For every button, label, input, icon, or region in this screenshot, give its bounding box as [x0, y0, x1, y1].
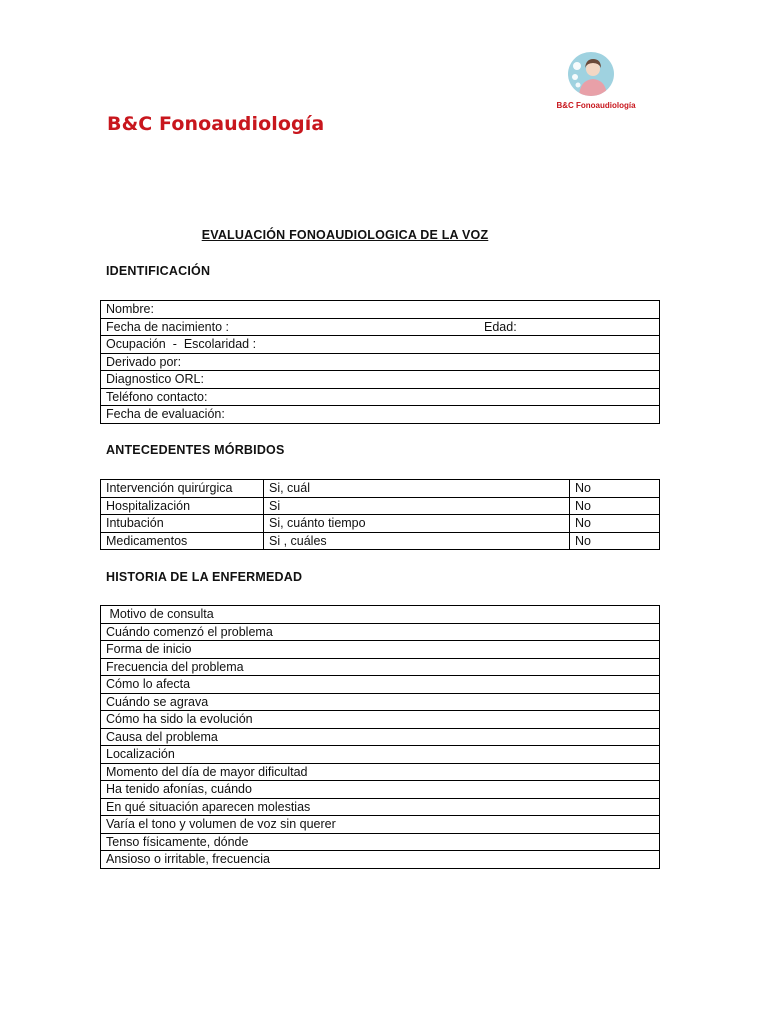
identificacion-heading: IDENTIFICACIÓN [106, 264, 211, 278]
cell-no[interactable]: No [570, 497, 660, 515]
field-label: Teléfono contacto: [106, 389, 208, 404]
brand-logo [550, 48, 642, 128]
person-with-speech-bubbles-icon [568, 52, 614, 96]
field-ansioso[interactable]: Ansioso o irritable, frecuencia [101, 851, 660, 869]
cell-no[interactable]: No [570, 480, 660, 498]
table-row [101, 353, 660, 371]
identificacion-table [100, 300, 660, 424]
table-row [101, 406, 660, 424]
field-forma-inicio[interactable]: Forma de inicio [101, 641, 660, 659]
field-tenso[interactable]: Tenso físicamente, dónde [101, 833, 660, 851]
cell-si[interactable]: Si [264, 497, 570, 515]
brand-title: B&C Fonoaudiología [107, 113, 325, 135]
field-label: Ocupación - Escolaridad : [106, 337, 257, 351]
field-fecha-nacimiento[interactable] [101, 318, 660, 336]
table-row [101, 851, 660, 869]
table-row [101, 497, 660, 515]
field-localizacion[interactable]: Localización [101, 746, 660, 764]
field-frecuencia[interactable]: Frecuencia del problema [101, 658, 660, 676]
table-row [101, 728, 660, 746]
document-title: EVALUACIÓN FONOAUDIOLOGICA DE LA VOZ [201, 228, 489, 242]
field-edad-label: Edad: [484, 319, 517, 334]
table-row [101, 833, 660, 851]
table-row [101, 781, 660, 799]
field-situacion-molestias[interactable]: En qué situación aparecen molestias [101, 798, 660, 816]
field-diagnostico-orl[interactable] [101, 371, 660, 389]
cell-item: Medicamentos [101, 532, 264, 550]
table-row [101, 676, 660, 694]
antecedentes-heading: ANTECEDENTES MÓRBIDOS [106, 443, 285, 457]
table-row [101, 763, 660, 781]
historia-heading: HISTORIA DE LA ENFERMEDAD [106, 570, 303, 584]
table-row [101, 301, 660, 319]
table-row [101, 746, 660, 764]
cell-item: Intervención quirúrgica [101, 480, 264, 498]
table-row [101, 318, 660, 336]
table-row [101, 388, 660, 406]
field-motivo-consulta[interactable]: Motivo de consulta [101, 606, 660, 624]
field-fecha-evaluacion[interactable] [101, 406, 660, 424]
field-label: Fecha de nacimiento : [106, 319, 229, 334]
table-row [101, 515, 660, 533]
cell-item: Hospitalización [101, 497, 264, 515]
table-row [101, 623, 660, 641]
cell-si[interactable]: Si, cuánto tiempo [264, 515, 570, 533]
field-evolucion[interactable]: Cómo ha sido la evolución [101, 711, 660, 729]
logo-text: B&C Fonoaudiología [556, 101, 636, 110]
cell-no[interactable]: No [570, 515, 660, 533]
cell-si[interactable]: Si , cuáles [264, 532, 570, 550]
field-varia-tono[interactable]: Varía el tono y volumen de voz sin querer [101, 816, 660, 834]
field-label: Fecha de evaluación: [106, 407, 225, 421]
field-telefono-contacto[interactable] [101, 388, 660, 406]
field-cuando-comenzo[interactable]: Cuándo comenzó el problema [101, 623, 660, 641]
field-afonias[interactable]: Ha tenido afonías, cuándo [101, 781, 660, 799]
field-como-afecta[interactable]: Cómo lo afecta [101, 676, 660, 694]
table-row [101, 480, 660, 498]
historia-table [100, 605, 660, 869]
table-row [101, 336, 660, 354]
field-label: Diagnostico ORL: [106, 372, 204, 386]
field-causa[interactable]: Causa del problema [101, 728, 660, 746]
table-row [101, 532, 660, 550]
table-row [101, 816, 660, 834]
cell-si[interactable]: Si, cuál [264, 480, 570, 498]
table-row [101, 711, 660, 729]
field-label: Derivado por: [106, 354, 182, 369]
field-nombre[interactable] [101, 301, 660, 319]
table-row [101, 641, 660, 659]
table-row [101, 606, 660, 624]
cell-no[interactable]: No [570, 532, 660, 550]
field-label: Nombre: [106, 302, 154, 316]
table-row [101, 798, 660, 816]
field-momento-dia[interactable]: Momento del día de mayor dificultad [101, 763, 660, 781]
antecedentes-table [100, 479, 660, 550]
field-cuando-agrava[interactable]: Cuándo se agrava [101, 693, 660, 711]
field-derivado-por[interactable] [101, 353, 660, 371]
cell-item: Intubación [101, 515, 264, 533]
field-ocupacion-escolaridad[interactable] [101, 336, 660, 354]
table-row [101, 371, 660, 389]
table-row [101, 693, 660, 711]
table-row [101, 658, 660, 676]
